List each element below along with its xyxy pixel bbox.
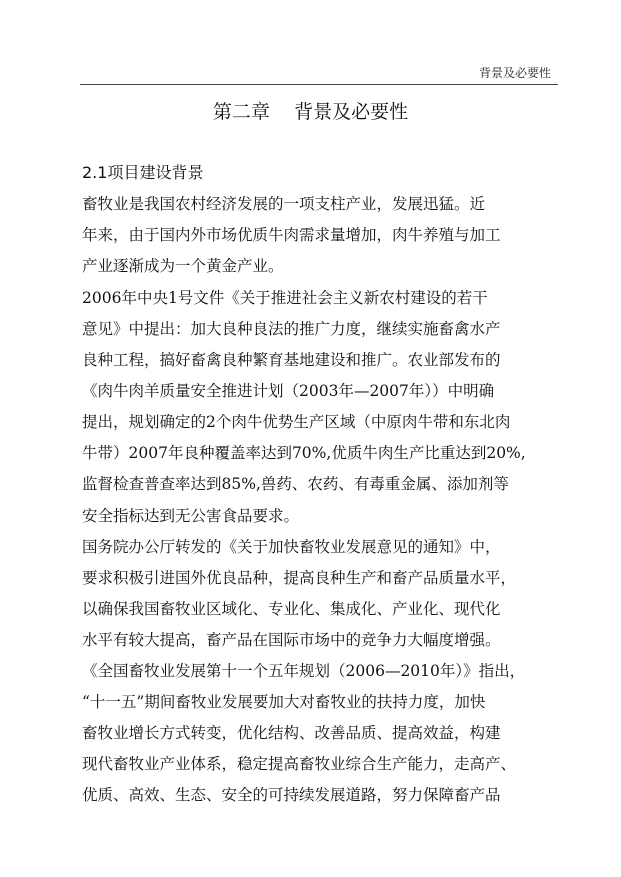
body-line: 优质、高效、生态、安全的可持续发展道路，努力保障畜产品	[82, 786, 501, 804]
chapter-title: 第二章 背景及必要性	[212, 101, 409, 123]
body-line: 国务院办公厅转发的《关于加快畜牧业发展意见的通知》中，	[82, 538, 501, 556]
body-line: 《肉牛肉羊质量安全推进计划（2003年—2007年））中明确	[82, 382, 495, 400]
body-line: “十一五”期间畜牧业发展要加大对畜牧业的扶持力度，加快	[82, 693, 486, 711]
body-line: 产业逐渐成为一个黄金产业。	[82, 257, 284, 275]
body-line: 水平有较大提高，畜产品在国际市场中的竞争力大幅度增强。	[82, 631, 501, 649]
body-line: 牛带）2007年良种覆盖率达到70%,优质牛肉生产比重达到20%,	[82, 444, 526, 462]
body-line: 以确保我国畜牧业区域化、专业化、集成化、产业化、现代化	[82, 600, 501, 618]
body-line: 安全指标达到无公害食品要求。	[82, 507, 300, 525]
body-line: 畜牧业增长方式转变，优化结构、改善品质、提高效益，构建	[82, 724, 501, 742]
body-line: 监督检查普查率达到85%,兽药、农药、有毒重金属、添加剂等	[82, 475, 509, 493]
body-line: 现代畜牧业产业体系，稳定提高畜牧业综合生产能力，走高产、	[82, 755, 517, 773]
body-line: 2006年中央1号文件《关于推进社会主义新农村建设的若干	[82, 289, 488, 307]
body-line: 《全国畜牧业发展第十一个五年规划（2006—2010年）》指出，	[82, 662, 526, 680]
running-header: 背景及必要性	[478, 66, 551, 80]
body-line: 意见》中提出：加大良种良法的推广力度，继续实施畜禽水产	[82, 320, 501, 338]
body-line: 要求积极引进国外优良品种，提高良种生产和畜产品质量水平，	[82, 569, 517, 587]
header-rule	[80, 84, 558, 85]
section-heading: 2.1项目建设背景	[82, 163, 204, 182]
body-line: 良种工程，搞好畜禽良种繁育基地建设和推广。农业部发布的	[82, 351, 501, 369]
body-line: 提出，规划确定的2个肉牛优势生产区域（中原肉牛带和东北肉	[82, 413, 511, 431]
body-line: 畜牧业是我国农村经济发展的一项支柱产业，发展迅猛。近	[82, 195, 486, 213]
body-line: 年来，由于国内外市场优质牛肉需求量增加，肉牛养殖与加工	[82, 226, 501, 244]
